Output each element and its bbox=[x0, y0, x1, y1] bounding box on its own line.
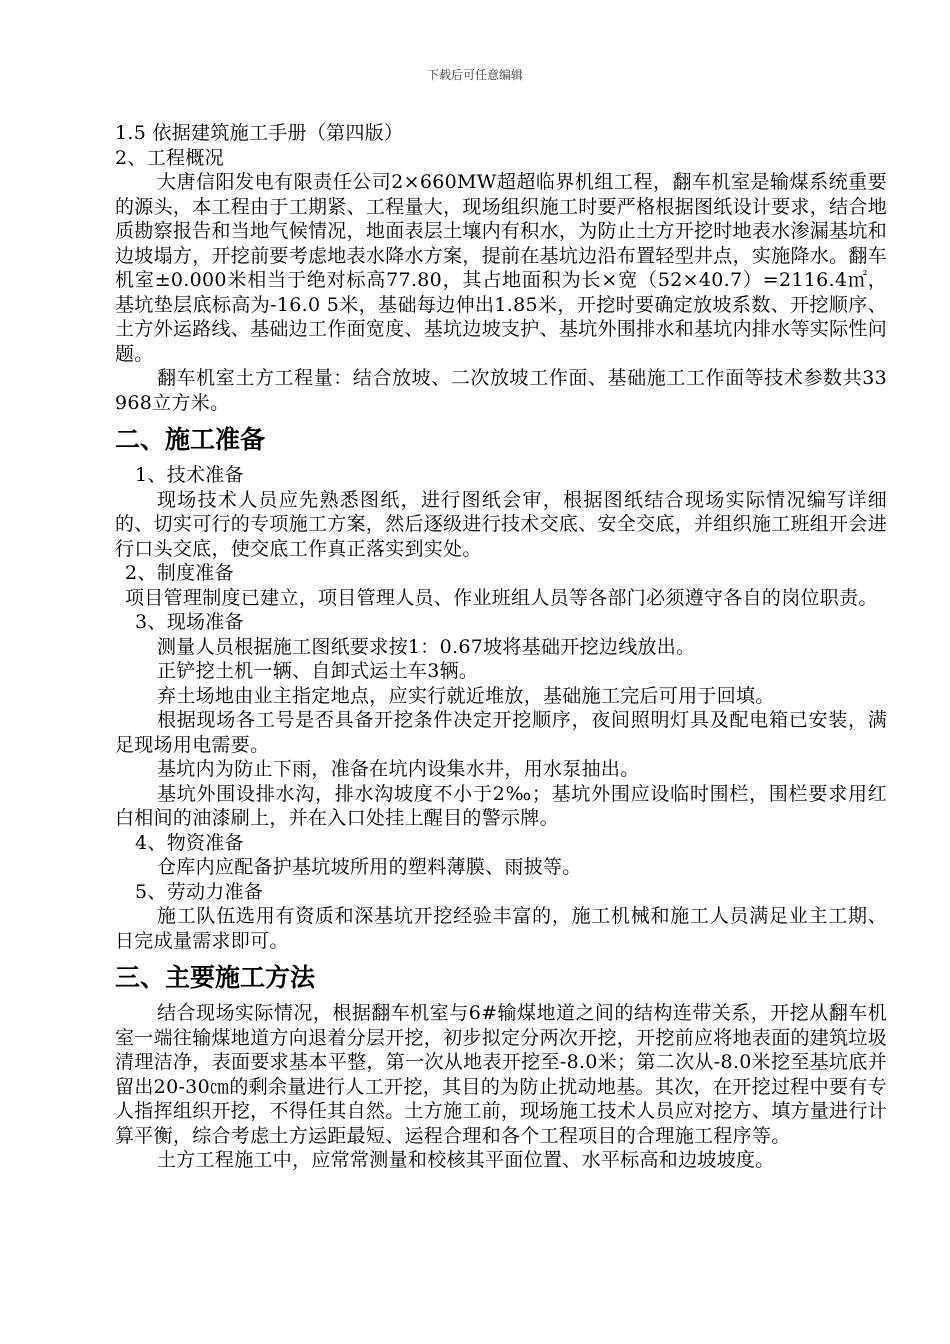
site-item: 基坑内为防止下雨，准备在坑内设集水井，用水泵抽出。 bbox=[157, 758, 640, 780]
system-prep-title: 2、制度准备 bbox=[125, 562, 234, 584]
page-header: 下载后可任意编辑 bbox=[426, 68, 523, 82]
section-2-heading: 2、工程概况 bbox=[115, 146, 224, 169]
document-body bbox=[115, 121, 887, 1173]
site-item: 弃土场地由业主指定地点，应实行就近堆放，基础施工完后可用于回填。 bbox=[157, 684, 775, 707]
main-method-heading: 三、主要施工方法 bbox=[115, 963, 316, 992]
quantity-paragraph: 翻车机室土方工程量：结合放坡、二次放坡工作面、基础施工工作面等技术参数共33968立方米。 bbox=[115, 367, 887, 414]
method-paragraph-1: 结合现场实际情况，根据翻车机室与6#输煤地道之间的结构连带关系，开挖从翻车机室一端往输煤地道方向退着分层开挖，初步拟定分两次开挖，开挖前应将地表面的建筑垃圾清理洁净，表面要求基本平整，第一次从地表开挖至-8.0米；第二次从-8.0米挖至基坑底并留出20-30㎝的剩余量进行人工开挖，其目的为防止扰动地基。其次，在开挖过程中要有专人指挥组织开挖，不得任其自然。土方施工前，现场施工技术人员应对挖方、填方量进行计算平衡，综合考虑土方运距最短、运程合理和各个工程项目的合理施工程序等。 bbox=[115, 1002, 888, 1147]
labor-prep-title: 5、劳动力准备 bbox=[135, 880, 264, 903]
tech-prep-body: 现场技术人员应先熟悉图纸，进行图纸会审，根据图纸结合现场实际情况编写详细的、切实可行的专项施工方案，然后逐级进行技术交底、安全交底，并组织施工班组开会进行口头交底，使交底工作真正落实到实处。 bbox=[115, 488, 888, 560]
overview-paragraph: 大唐信阳发电有限责任公司2×660MW超超临界机组工程，翻车机室是输煤系统重要的源头，本工程由于工期紧、工程量大，现场组织施工时要严格根据图纸设计要求，结合地质勘察报告和当地气候情况，地面表层土壤内有积水，为防止土方开挖时地表水渗漏基坑和边坡塌方，开挖前要考虑地表水降水方案，提前在基坑边沿布置轻型井点，实施降水。翻车机室±0.000米相当于绝对标高77.80，其占地面积为长×宽（52×40.7）=2116.4㎡，基坑垫层底标高为-16.0 5米，基础每边伸出1.85米，开挖时要确定放坡系数、开挖顺序、土方外运路线、基础边工作面宽度、基坑边坡支护、基坑外围排水和基坑内排水等实际性问题。 bbox=[115, 171, 888, 365]
site-prep-title: 3、现场准备 bbox=[135, 611, 244, 633]
construction-prep-heading: 二、施工准备 bbox=[115, 425, 266, 454]
site-item: 测量人员根据施工图纸要求按1：0.67坡将基础开挖边线放出。 bbox=[157, 635, 696, 658]
site-item: 正铲挖土机一辆、自卸式运土车3辆。 bbox=[157, 660, 479, 682]
system-prep-body: 项目管理制度已建立，项目管理人员、作业班组人员等各部门必须遵守各自的岗位职责。 bbox=[125, 586, 878, 609]
material-prep-title: 4、物资准备 bbox=[135, 831, 244, 854]
labor-prep-body: 施工队伍选用有资质和深基坑开挖经验丰富的，施工机械和施工人员满足业主工期、日完成量需求即可。 bbox=[115, 905, 887, 952]
site-item: 根据现场各工号是否具备开挖条件决定开挖顺序，夜间照明灯具及配电箱已安装，满足现场用电需要。 bbox=[115, 709, 887, 756]
section-1-5-heading: 1.5 依据建筑施工手册（第四版） bbox=[115, 122, 404, 144]
material-prep-body: 仓库内应配备护基坑坡所用的塑料薄膜、雨披等。 bbox=[157, 856, 582, 878]
method-paragraph-2: 土方工程施工中，应常常测量和校核其平面位置、水平标高和边坡坡度。 bbox=[157, 1149, 775, 1171]
site-item: 基坑外围设排水沟，排水沟坡度不小于2‰；基坑外围应设临时围栏，围栏要求用红白相间的油漆刷上，并在入口处挂上醒目的警示牌。 bbox=[115, 782, 887, 829]
tech-prep-title: 1、技术准备 bbox=[135, 464, 244, 486]
